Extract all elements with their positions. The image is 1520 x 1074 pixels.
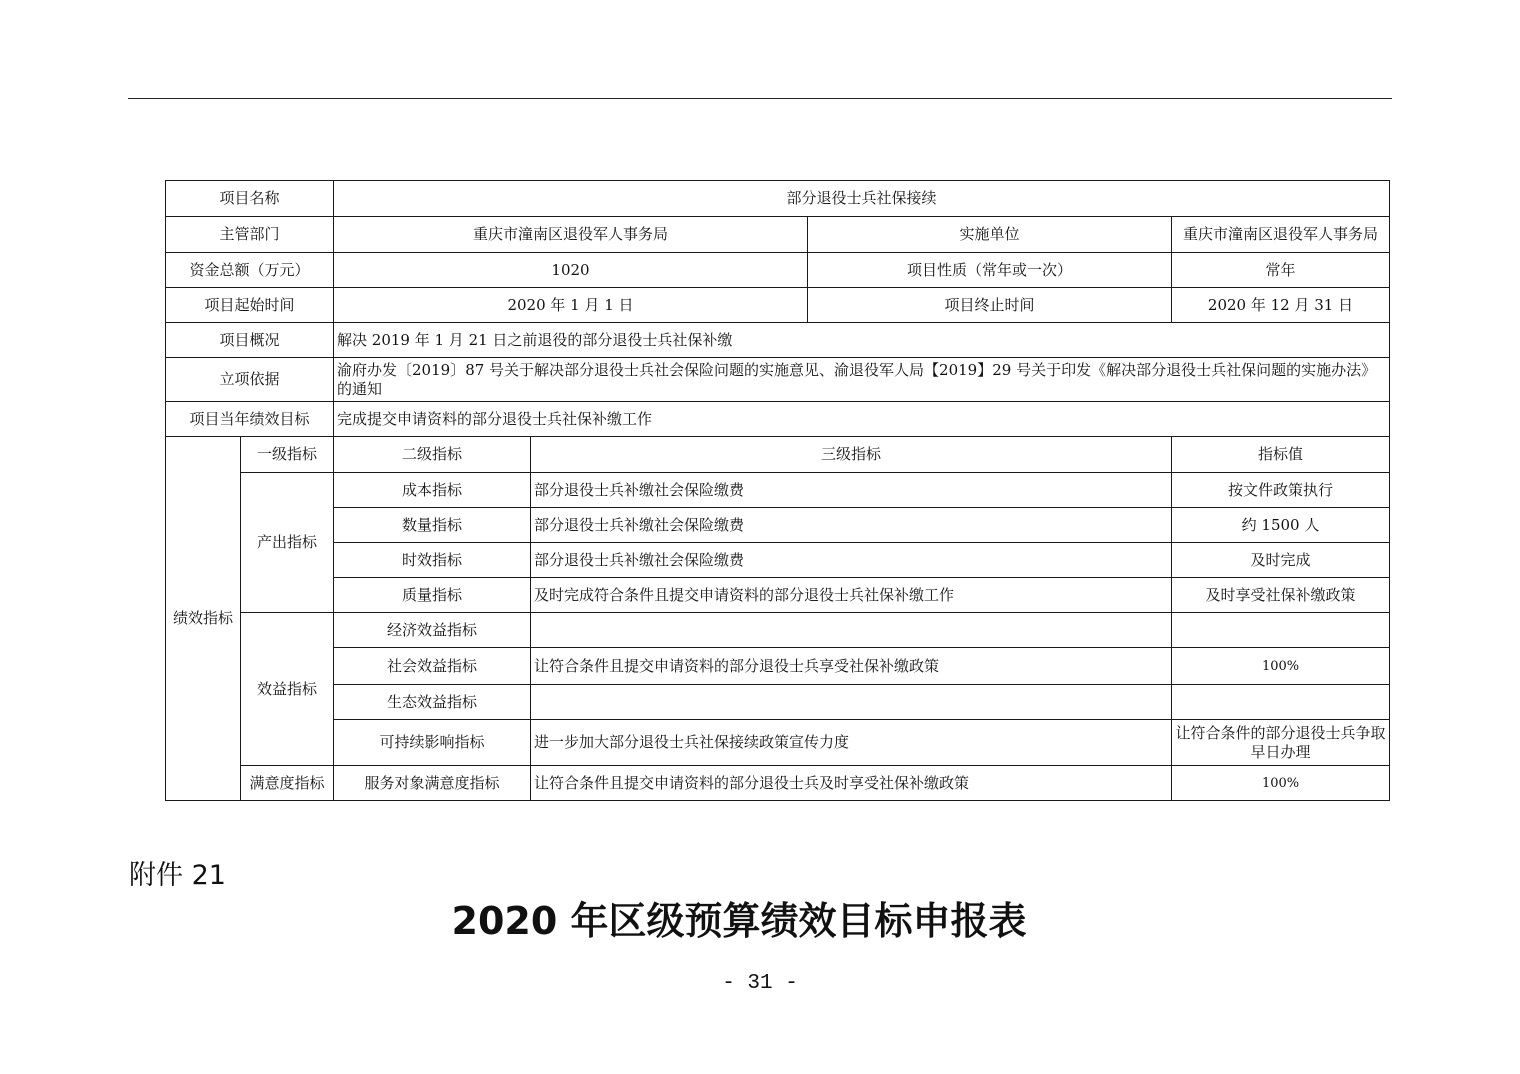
table-row — [166, 766, 1390, 801]
table-row — [166, 648, 1390, 685]
performance-indicators-label: 绩效指标 — [166, 437, 241, 801]
end-date-label: 项目终止时间 — [808, 288, 1172, 323]
value-cell: 让符合条件的部分退役士兵争取早日办理 — [1172, 720, 1390, 766]
level2-cell: 生态效益指标 — [334, 685, 531, 720]
row-project-name — [166, 181, 1390, 217]
value-cell — [1172, 685, 1390, 720]
implementing-unit-value: 重庆市潼南区退役军人事务局 — [1172, 217, 1390, 253]
benefit-indicators-label: 效益指标 — [241, 613, 334, 766]
table-row — [166, 508, 1390, 543]
row-indicator-headers — [166, 437, 1390, 473]
level2-cell: 经济效益指标 — [334, 613, 531, 648]
level2-cell: 时效指标 — [334, 543, 531, 578]
row-dates — [166, 288, 1390, 323]
row-annual-goal — [166, 402, 1390, 437]
project-nature-value: 常年 — [1172, 253, 1390, 288]
table-row — [166, 720, 1390, 766]
level2-cell: 可持续影响指标 — [334, 720, 531, 766]
row-funds — [166, 253, 1390, 288]
row-basis — [166, 358, 1390, 402]
level2-cell: 社会效益指标 — [334, 648, 531, 685]
table-row — [166, 685, 1390, 720]
level3-cell: 进一步加大部分退役士兵社保接续政策宣传力度 — [531, 720, 1172, 766]
level3-cell — [531, 613, 1172, 648]
end-date-value: 2020 年 12 月 31 日 — [1172, 288, 1390, 323]
project-nature-label: 项目性质（常年或一次） — [808, 253, 1172, 288]
value-cell: 及时享受社保补缴政策 — [1172, 578, 1390, 613]
level3-cell: 及时完成符合条件且提交申请资料的部分退役士兵社保补缴工作 — [531, 578, 1172, 613]
implementing-unit-label: 实施单位 — [808, 217, 1172, 253]
level2-cell: 数量指标 — [334, 508, 531, 543]
level3-cell: 让符合条件且提交申请资料的部分退役士兵享受社保补缴政策 — [531, 648, 1172, 685]
overview-value: 解决 2019 年 1 月 21 日之前退役的部分退役士兵社保补缴 — [334, 323, 1390, 358]
level2-cell: 质量指标 — [334, 578, 531, 613]
total-funds-value: 1020 — [334, 253, 808, 288]
table-row — [166, 543, 1390, 578]
level3-cell: 部分退役士兵补缴社会保险缴费 — [531, 473, 1172, 508]
table-row — [166, 473, 1390, 508]
annual-goal-value: 完成提交申请资料的部分退役士兵社保补缴工作 — [334, 402, 1390, 437]
row-overview — [166, 323, 1390, 358]
header-value: 指标值 — [1172, 437, 1390, 473]
header-level1: 一级指标 — [241, 437, 334, 473]
level3-cell: 让符合条件且提交申请资料的部分退役士兵及时享受社保补缴政策 — [531, 766, 1172, 801]
level3-cell: 部分退役士兵补缴社会保险缴费 — [531, 508, 1172, 543]
output-indicators-label: 产出指标 — [241, 473, 334, 613]
value-cell: 约 1500 人 — [1172, 508, 1390, 543]
value-cell: 100% — [1172, 766, 1390, 801]
annual-goal-label: 项目当年绩效目标 — [166, 402, 334, 437]
attachment-label: 附件 21 — [129, 860, 226, 891]
basis-value: 渝府办发〔2019〕87 号关于解决部分退役士兵社会保险问题的实施意见、渝退役军人局【2019】29 号关于印发《解决部分退役士兵社保问题的实施办法》的通知 — [334, 358, 1390, 402]
project-name-label: 项目名称 — [166, 181, 334, 217]
header-level2: 二级指标 — [334, 437, 531, 473]
page-number: - 31 - — [722, 972, 798, 995]
start-date-value: 2020 年 1 月 1 日 — [334, 288, 808, 323]
department-value: 重庆市潼南区退役军人事务局 — [334, 217, 808, 253]
satisfaction-indicators-label: 满意度指标 — [241, 766, 334, 801]
level3-cell — [531, 685, 1172, 720]
department-label: 主管部门 — [166, 217, 334, 253]
level2-cell: 成本指标 — [334, 473, 531, 508]
value-cell: 100% — [1172, 648, 1390, 685]
value-cell: 按文件政策执行 — [1172, 473, 1390, 508]
header-level3: 三级指标 — [531, 437, 1172, 473]
total-funds-label: 资金总额（万元） — [166, 253, 334, 288]
basis-label: 立项依据 — [166, 358, 334, 402]
project-name-value: 部分退役士兵社保接续 — [334, 181, 1390, 217]
value-cell — [1172, 613, 1390, 648]
table-row — [166, 613, 1390, 648]
level3-cell: 部分退役士兵补缴社会保险缴费 — [531, 543, 1172, 578]
value-cell: 及时完成 — [1172, 543, 1390, 578]
performance-target-table — [165, 180, 1390, 801]
overview-label: 项目概况 — [166, 323, 334, 358]
table-row — [166, 578, 1390, 613]
page-title: 2020 年区级预算绩效目标申报表 — [451, 899, 1027, 943]
start-date-label: 项目起始时间 — [166, 288, 334, 323]
row-department — [166, 217, 1390, 253]
level2-cell: 服务对象满意度指标 — [334, 766, 531, 801]
header-rule — [128, 98, 1392, 99]
